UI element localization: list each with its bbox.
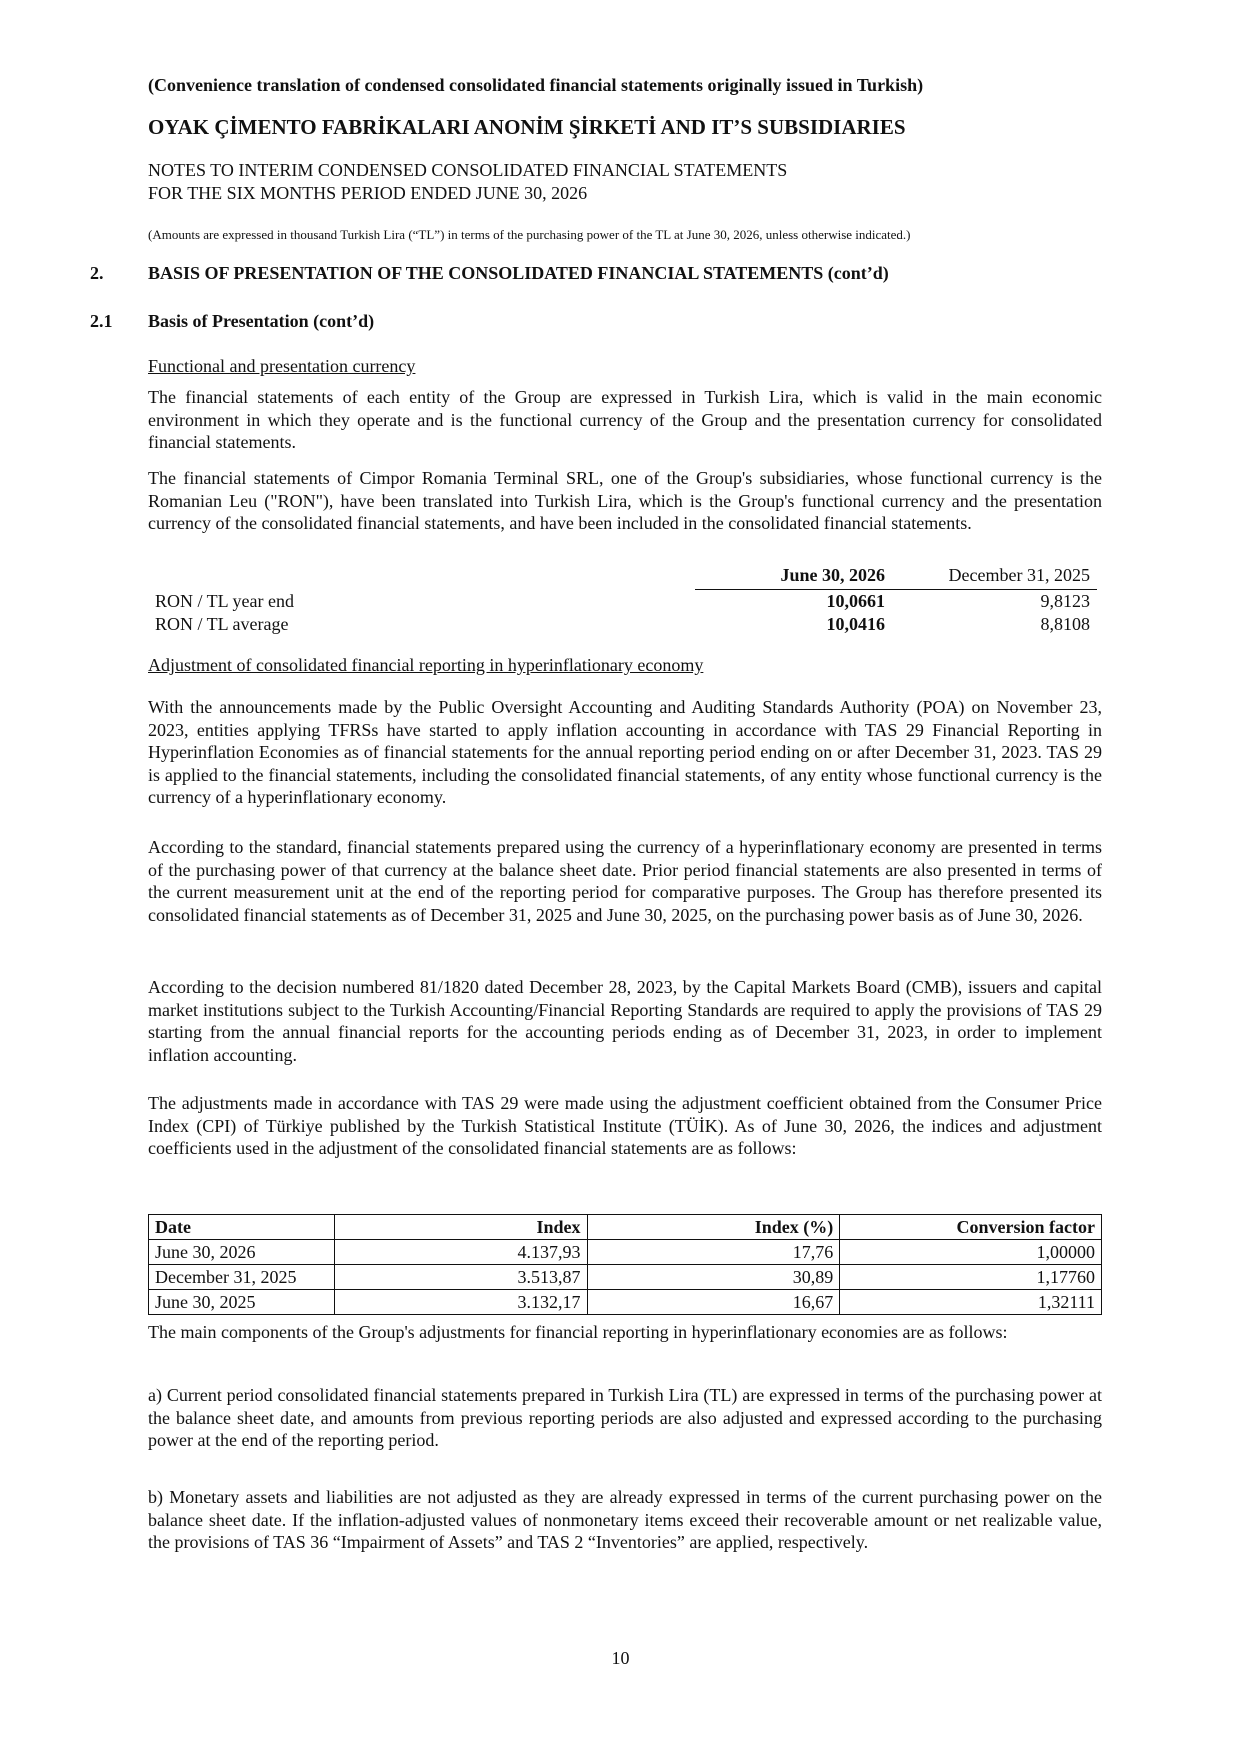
currency-row-value-current: 10,0661 — [826, 591, 885, 611]
hyperinflation-para-3: According to the decision numbered 81/1820 dated December 28, 2023, by the Capital Markets Board (CMB), issuers and capital market institutions subject to the Turkish Accounting/Financial Reporting Standards are required to apply the provisions of TAS 29 starting from the annual financial reports for the accounting periods ending as of December 31, 2023, in order to implement inflation accounting. — [148, 977, 1102, 1065]
notes-title-line1: NOTES TO INTERIM CONDENSED CONSOLIDATED FINANCIAL STATEMENTS — [148, 160, 788, 180]
table-cell: 3.513,87 — [334, 1265, 587, 1290]
subsection-title: Basis of Presentation (cont’d) — [148, 311, 375, 331]
hyperinflation-para-2: According to the standard, financial statements prepared using the currency of a hyperinflationary economy are presented in terms of the purchasing power of that currency at the balance sheet date. Prior period financial statements are also presented in terms of the current measurement unit at the end of the reporting period for comparative purposes. The Group has therefore presented its consolidated financial statements as of December 31, 2025 and June 30, 2025, on the purchasing power basis as of June 30, 2026. — [148, 837, 1102, 925]
components-item-b: b) Monetary assets and liabilities are not adjusted as they are already expressed in terms of the current purchasing power on the balance sheet date. If the inflation-adjusted values of nonmonetary items exceed their recoverable amount or net realizable value, the provisions of TAS 36 “Impairment of Assets” and TAS 2 “Inventories” are applied, respectively. — [148, 1487, 1102, 1552]
hyperinflation-para-4: The adjustments made in accordance with TAS 29 were made using the adjustment coefficient obtained from the Consumer Price Index (CPI) of Türkiye published by the Turkish Statistical Institute (TÜİK). As of June 30, 2026, the indices and adjustment coefficients used in the adjustment of the consolidated financial statements are as follows: — [148, 1093, 1102, 1158]
index-table — [148, 1214, 1102, 1315]
company-title: OYAK ÇİMENTO FABRİKALARI ANONİM ŞİRKETİ AND IT’S SUBSIDIARIES — [148, 115, 906, 139]
table-cell: 16,67 — [587, 1290, 840, 1315]
table-row — [149, 1290, 1102, 1315]
components-item-a: a) Current period consolidated financial statements prepared in Turkish Lira (TL) are expressed in terms of the purchasing power at the balance sheet date, and amounts from previous reporting periods are also adjusted and expressed according to the purchasing power at the end of the reporting period. — [148, 1385, 1102, 1450]
currency-col-header-current: June 30, 2026 — [780, 565, 885, 585]
table-cell: December 31, 2025 — [149, 1265, 335, 1290]
currency-col-header-prior: December 31, 2025 — [948, 565, 1090, 585]
currency-row-value-current: 10,0416 — [826, 614, 885, 634]
table-cell: 1,17760 — [840, 1265, 1102, 1290]
section-number: 2. — [90, 263, 104, 283]
table-cell: 1,32111 — [840, 1290, 1102, 1315]
table-row — [149, 1265, 1102, 1290]
currency-row-label: RON / TL average — [155, 614, 289, 634]
table-cell: June 30, 2026 — [149, 1240, 335, 1265]
functional-para-2: The financial statements of Cimpor Romania Terminal SRL, one of the Group's subsidiaries, whose functional currency is the Romanian Leu ("RON"), have been translated into Turkish Lira, which is the Group's functional currency and the presentation currency of the consolidated financial statements, and have been included in the consolidated financial statements. — [148, 468, 1102, 533]
currency-header-rule — [695, 589, 1097, 590]
page-number: 10 — [611, 1648, 630, 1668]
functional-para-1: The financial statements of each entity of the Group are expressed in Turkish Lira, which is valid in the main economic environment in which they operate and is the functional currency of the Group and the presentation currency for consolidated financial statements. — [148, 387, 1102, 452]
currency-row-value-prior: 9,8123 — [1040, 591, 1090, 611]
index-table-header — [149, 1215, 1102, 1240]
table-cell: 4.137,93 — [334, 1240, 587, 1265]
table-cell: 17,76 — [587, 1240, 840, 1265]
hyperinflation-para-1: With the announcements made by the Public Oversight Accounting and Auditing Standards Authority (POA) on November 23, 2023, entities applying TFRSs have started to apply inflation accounting in accordance with TAS 29 Financial Reporting in Hyperinflation Economies as of financial statements for the annual reporting period ending on or after December 31, 2023. TAS 29 is applied to the financial statements, including the consolidated financial statements, of any entity whose functional currency is the currency of a hyperinflationary economy. — [148, 697, 1102, 807]
index-col-conversion: Conversion factor — [840, 1215, 1102, 1240]
index-col-index-pct: Index (%) — [587, 1215, 840, 1240]
index-col-date: Date — [149, 1215, 335, 1240]
table-row — [149, 1240, 1102, 1265]
index-col-index: Index — [334, 1215, 587, 1240]
subsection-number: 2.1 — [90, 311, 113, 331]
notes-title-line2: FOR THE SIX MONTHS PERIOD ENDED JUNE 30, 2026 — [148, 183, 588, 203]
amounts-note: (Amounts are expressed in thousand Turkish Lira (“TL”) in terms of the purchasing power of the TL at June 30, 2026, unless otherwise indicated.) — [148, 227, 911, 242]
table-cell: 30,89 — [587, 1265, 840, 1290]
convenience-note: (Convenience translation of condensed consolidated financial statements originally issued in Turkish) — [148, 75, 924, 95]
table-cell: 3.132,17 — [334, 1290, 587, 1315]
functional-currency-heading: Functional and presentation currency — [148, 356, 416, 376]
currency-row-label: RON / TL year end — [155, 591, 294, 611]
table-cell: 1,00000 — [840, 1240, 1102, 1265]
components-intro: The main components of the Group's adjustments for financial reporting in hyperinflationary economies are as follows: — [148, 1322, 1008, 1342]
currency-row-value-prior: 8,8108 — [1040, 614, 1090, 634]
section-title: BASIS OF PRESENTATION OF THE CONSOLIDATED FINANCIAL STATEMENTS (cont’d) — [148, 263, 889, 283]
table-cell: June 30, 2025 — [149, 1290, 335, 1315]
hyperinflation-heading: Adjustment of consolidated financial reporting in hyperinflationary economy — [148, 655, 704, 675]
